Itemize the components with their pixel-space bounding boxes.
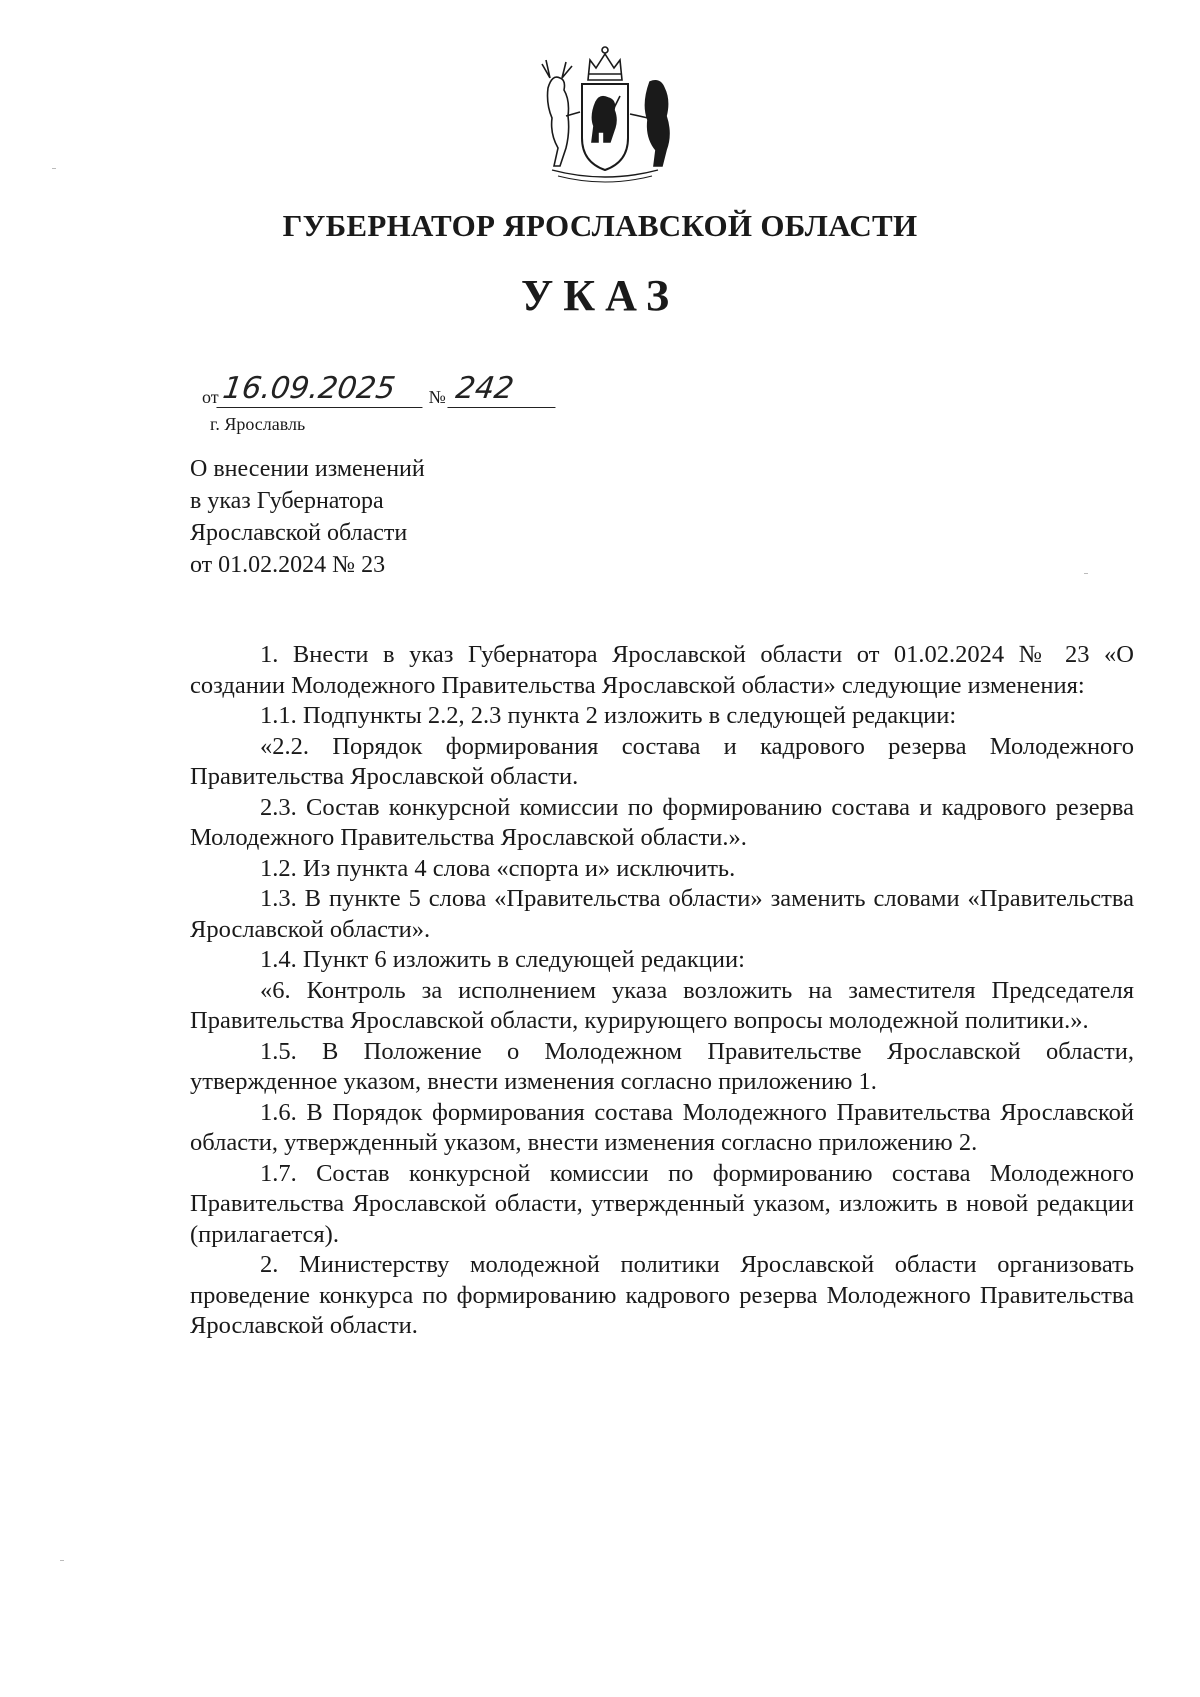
date-label: от bbox=[202, 387, 219, 407]
body-paragraph: 1. Внести в указ Губернатора Ярославской области от 01.02.2024 № 23 «О создании Молодежного Правительства Ярославской области» следующие изменения: bbox=[190, 641, 1134, 699]
subject-line: в указ Губернатора bbox=[190, 488, 384, 514]
subject-line: от 01.02.2024 № 23 bbox=[190, 552, 386, 578]
document-type: УКАЗ bbox=[520, 271, 680, 320]
body-paragraph: 1.3. В пункте 5 слова «Правительства области» заменить словами «Правительства Ярославской области». bbox=[190, 885, 1134, 943]
coat-of-arms-icon bbox=[530, 38, 680, 188]
body-paragraph: «6. Контроль за исполнением указа возложить на заместителя Председателя Правительства Ярославской области, курирующего вопросы молодежной политики.». bbox=[190, 976, 1134, 1034]
body-paragraph: 1.5. В Положение о Молодежном Правительстве Ярославской области, утвержденное указом, внести изменения согласно приложению 1. bbox=[190, 1037, 1134, 1095]
body-paragraph: 1.7. Состав конкурсной комиссии по формированию состава Молодежного Правительства Ярославской области, утвержденный указом, изложить в новой редакции (прилагается). bbox=[190, 1159, 1134, 1248]
document-body bbox=[190, 640, 1134, 1342]
issuing-authority: ГУБЕРНАТОР ЯРОСЛАВСКОЙ ОБЛАСТИ bbox=[282, 208, 918, 243]
handwritten-date: 16.09.2025 bbox=[216, 371, 427, 408]
city: г. Ярославль bbox=[210, 414, 306, 434]
body-paragraph: 1.6. В Порядок формирования состава Молодежного Правительства Ярославской области, утвержденный указом, внести изменения согласно приложению 2. bbox=[190, 1098, 1134, 1156]
body-paragraph: «2.2. Порядок формирования состава и кадрового резерва Молодежного Правительства Ярославской области. bbox=[190, 732, 1134, 790]
body-paragraph: 1.2. Из пункта 4 слова «спорта и» исключить. bbox=[260, 854, 736, 882]
number-label: № bbox=[428, 387, 446, 407]
body-paragraph: 2.3. Состав конкурсной комиссии по формированию состава и кадрового резерва Молодежного Правительства Ярославской области.». bbox=[190, 793, 1134, 851]
body-paragraph: 1.1. Подпункты 2.2, 2.3 пункта 2 изложить в следующей редакции: bbox=[260, 702, 957, 729]
scan-speck bbox=[60, 1560, 64, 1561]
document-subject bbox=[190, 453, 610, 581]
handwritten-number: 242 bbox=[447, 371, 560, 408]
date-number-line bbox=[202, 368, 602, 408]
body-paragraph: 1.4. Пункт 6 изложить в следующей редакции: bbox=[260, 946, 745, 973]
document-meta bbox=[202, 368, 602, 408]
scan-speck bbox=[52, 168, 56, 169]
subject-line: Ярославской области bbox=[190, 520, 408, 546]
body-paragraph: 2. Министерству молодежной политики Ярославской области организовать проведение конкурса по формированию кадрового резерва Молодежного Правительства Ярославской области. bbox=[190, 1251, 1134, 1339]
subject-line: О внесении изменений bbox=[190, 456, 425, 482]
scan-speck bbox=[1084, 573, 1088, 574]
